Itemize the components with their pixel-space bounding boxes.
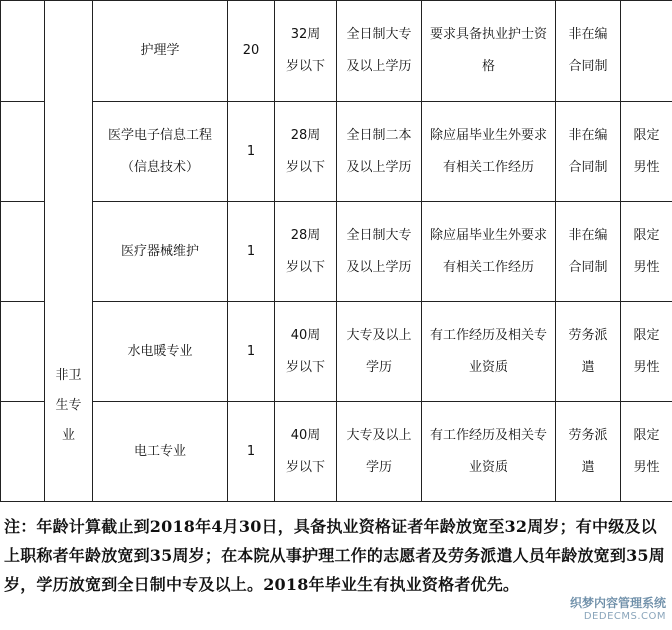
table-row [1,302,672,402]
major-text: 医学电子信息工程（信息技术） [107,127,212,175]
age-text: 32周岁以下 [285,27,325,74]
requirement-cell [422,402,556,502]
education-text: 大专及以上学历 [346,427,412,475]
other-cell [621,102,672,202]
count-cell: 1 [228,302,275,402]
blank-cell [1,102,45,202]
age-text: 40周岁以下 [285,327,325,375]
education-text: 全日制二本及以上学历 [346,127,412,175]
major-cell [93,202,228,302]
requirement-cell [422,102,556,202]
blank-cell [1,1,45,102]
count-cell: 1 [228,402,275,502]
form-text: 非在编合同制 [568,227,608,275]
category-cell [45,1,93,502]
watermark-url: DEDECMS.COM [583,611,666,622]
other-text: 限定男性 [633,227,660,275]
major-text: 医疗器械维护 [120,243,199,259]
education-cell [337,1,422,102]
footnote: 注：年龄计算截止到2018年4月30日，具备执业资格证者年龄放宽至32周岁；有中级及以上职称者年龄放宽到35周岁；在本院从事护理工作的志愿者及劳务派遣人员年龄放宽到35周岁，学历放宽到全日制中专及以上。2018年毕业生有执业资格者优先。 [4,517,665,594]
table-row [1,1,672,102]
other-cell [621,202,672,302]
major-cell [93,302,228,402]
form-text: 劳务派遣 [568,327,608,375]
count-cell: 20 [228,1,275,102]
table-body [1,1,672,502]
form-cell [556,202,621,302]
age-text: 28周岁以下 [285,227,325,275]
age-cell [275,102,337,202]
education-text: 大专及以上学历 [346,327,412,375]
form-text: 劳务派遣 [568,427,608,475]
watermark [570,596,666,624]
age-cell [275,1,337,102]
requirement-text: 除应届毕业生外要求有相关工作经历 [429,127,547,175]
requirement-text: 要求具备执业护士资格 [429,27,547,74]
major-cell [93,1,228,102]
education-text: 全日制大专及以上学历 [346,227,412,275]
other-text: 限定男性 [633,127,660,175]
count-cell: 1 [228,202,275,302]
other-cell [621,302,672,402]
education-cell [337,202,422,302]
education-cell [337,302,422,402]
form-text: 非在编合同制 [568,27,608,74]
table-row [1,102,672,202]
major-text: 护理学 [140,43,180,58]
form-cell [556,402,621,502]
age-cell [275,202,337,302]
category-text: 非卫生专业 [55,368,82,443]
blank-cell [1,202,45,302]
other-cell [621,402,672,502]
major-cell [93,102,228,202]
education-cell [337,102,422,202]
requirement-text: 除应届毕业生外要求有相关工作经历 [429,227,547,275]
age-cell [275,402,337,502]
education-text: 全日制大专及以上学历 [346,27,412,74]
other-cell [621,1,672,102]
count-cell: 1 [228,102,275,202]
age-text: 40周岁以下 [285,427,325,475]
table-row [1,202,672,302]
requirement-text: 有工作经历及相关专业资质 [429,427,547,475]
major-text: 水电暖专业 [127,343,193,359]
requirement-cell [422,202,556,302]
requirement-cell [422,1,556,102]
other-text: 限定男性 [633,427,660,475]
age-cell [275,302,337,402]
other-text: 限定男性 [633,327,660,375]
major-text: 电工专业 [133,443,186,459]
table-row [1,402,672,502]
form-text: 非在编合同制 [568,127,608,175]
blank-cell [1,402,45,502]
requirement-cell [422,302,556,402]
age-text: 28周岁以下 [285,127,325,175]
education-cell [337,402,422,502]
major-cell [93,402,228,502]
form-cell [556,102,621,202]
watermark-title: 织梦内容管理系统 [569,596,666,610]
requirement-text: 有工作经历及相关专业资质 [429,327,547,375]
blank-cell [1,302,45,402]
form-cell [556,1,621,102]
form-cell [556,302,621,402]
